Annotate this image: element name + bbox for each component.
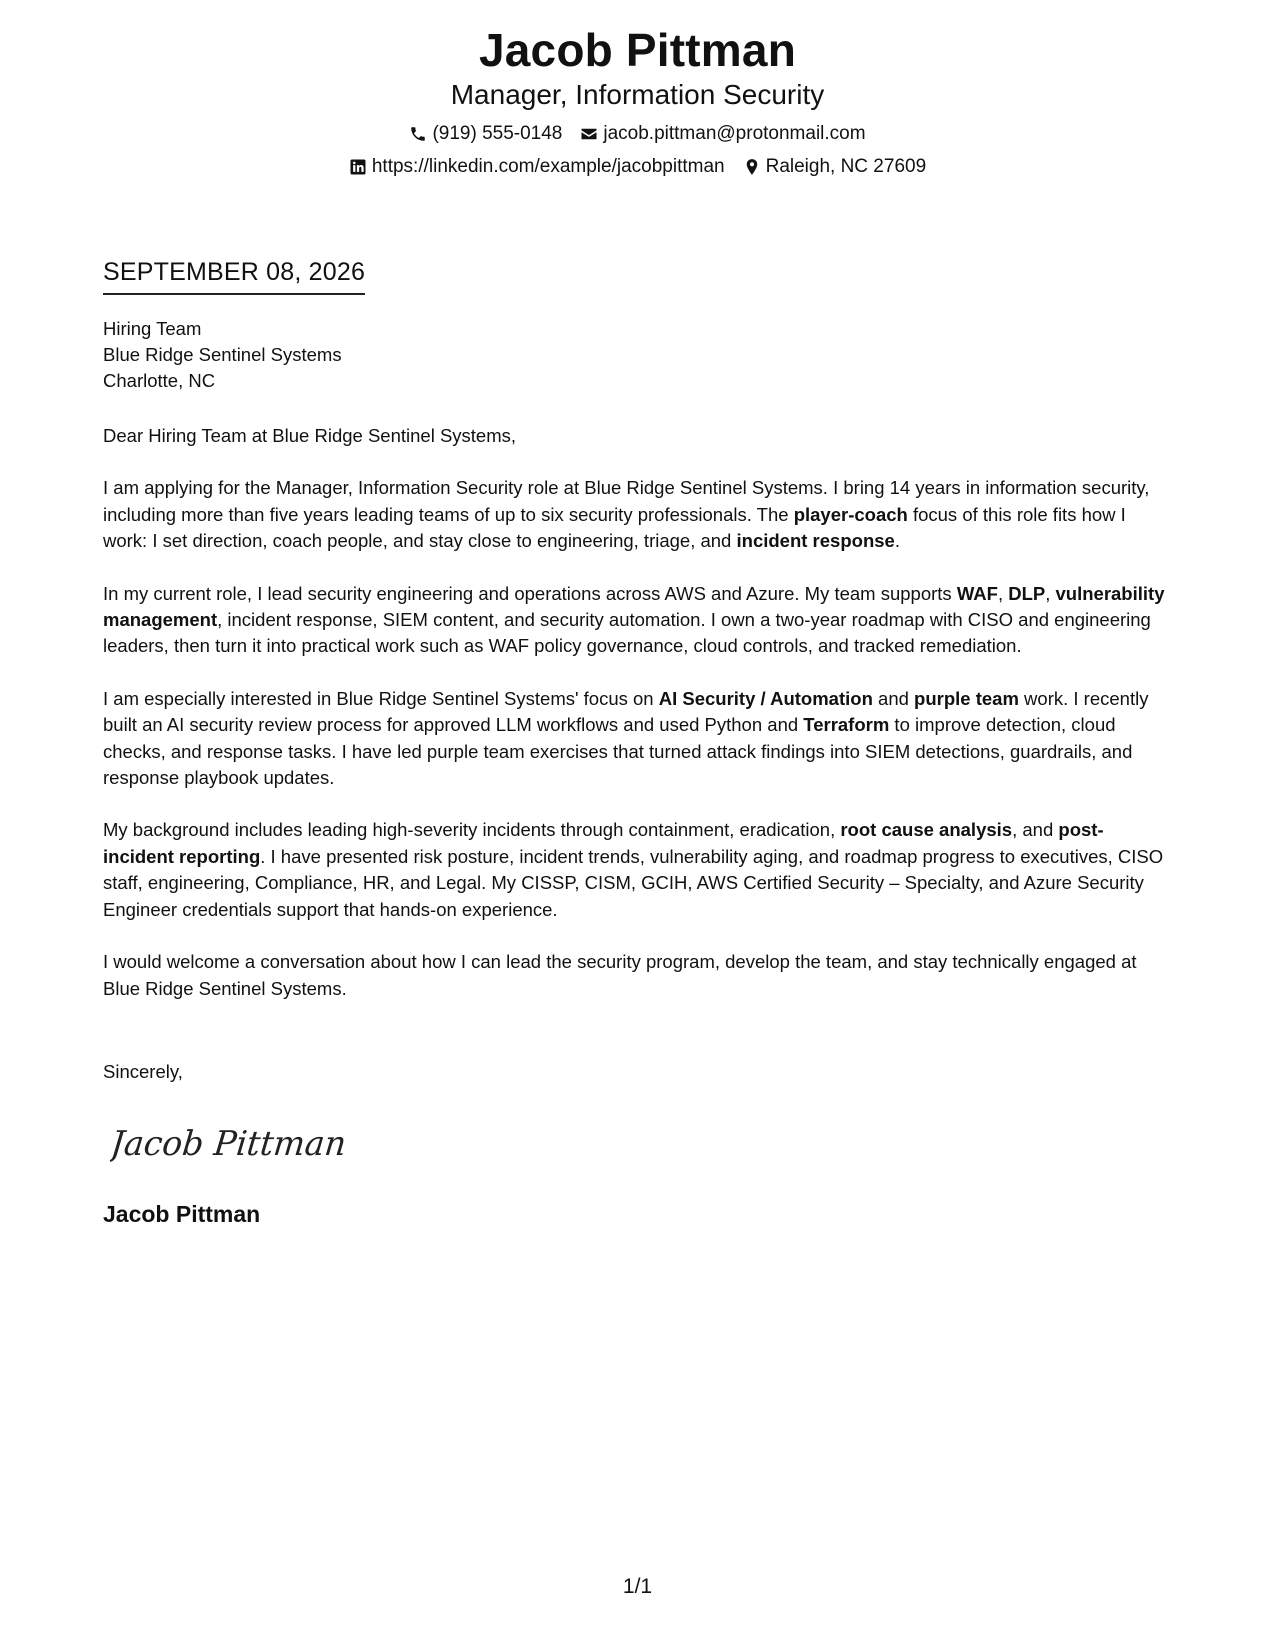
- recipient-address: [103, 316, 342, 394]
- svg-text:Jacob Pittman: Jacob Pittman: [110, 1124, 355, 1164]
- text-run: I am especially interested in Blue Ridge Sentinel Systems' focus on: [103, 687, 659, 709]
- text-run: and: [872, 687, 915, 709]
- location-text: Raleigh, NC 27609: [765, 156, 927, 177]
- applicant-name: Jacob Pittman: [478, 24, 796, 76]
- email-link[interactable]: jacob.pittman@protonmail.com: [603, 123, 866, 144]
- bold-keyword: purple team: [914, 687, 1019, 709]
- bold-keyword: AI Security / Automation: [658, 687, 873, 709]
- text-run: to improve detection, cloud checks, and response tasks. I have led purple team exercises that turned attack findings into SIEM detections, guardrails, and response playbook updates.: [103, 714, 1133, 789]
- paragraph-4: [103, 817, 1173, 923]
- page-number: 1/1: [622, 1575, 653, 1598]
- phone-icon: [409, 125, 427, 143]
- paragraph-5: [103, 949, 1173, 1002]
- text-run: I am applying for the Manager, Information Security role at Blue Ridge Sentinel Systems. I bring 14 years in information security, including more than five years leading teams of up to six security professionals. The: [103, 477, 1150, 525]
- text-run: , and: [1012, 819, 1059, 841]
- letter-header: [0, 22, 1275, 179]
- bold-keyword: player-coach: [793, 503, 908, 525]
- bold-keyword: vulnerability management: [103, 582, 1165, 631]
- bold-keyword: Terraform: [803, 714, 890, 736]
- paragraph-2: [103, 581, 1173, 660]
- applicant-title: Manager, Information Security: [450, 79, 825, 110]
- bold-keyword: post-incident reporting: [103, 819, 1104, 867]
- letter-body: [103, 423, 1173, 1028]
- linkedin-contact[interactable]: [349, 155, 725, 179]
- recipient-company: Blue Ridge Sentinel Systems: [103, 344, 342, 365]
- text-run: focus of this role fits how I work: I set direction, coach people, and stay close to engineering, triage, and: [103, 503, 1126, 552]
- text-run: . I have presented risk posture, incident trends, vulnerability aging, and roadmap progress to executives, CISO staff, engineering, Compliance, HR, and Legal. My CISSP, CISM, GCIH, AWS Certified Security – Specialty, and Azure Security Engineer credentials support that hands-on experience.: [103, 845, 1164, 920]
- email-contact[interactable]: [580, 122, 865, 146]
- linkedin-icon: [349, 158, 367, 176]
- bold-keyword: WAF: [956, 582, 998, 604]
- bold-keyword: root cause analysis: [840, 819, 1013, 841]
- handwritten-signature: [110, 1115, 360, 1170]
- phone-text: (919) 555-0148: [432, 123, 563, 144]
- paragraph-1: [103, 475, 1173, 554]
- contact-row-1: [0, 122, 1275, 146]
- location-contact: [743, 155, 927, 179]
- recipient-location: Charlotte, NC: [103, 370, 216, 391]
- linkedin-link[interactable]: https://linkedin.com/example/jacobpittman: [371, 156, 725, 177]
- bold-keyword: incident response: [736, 530, 895, 552]
- map-pin-icon: [743, 158, 761, 176]
- letter-date-block: [103, 257, 365, 295]
- text-run: ,: [1045, 582, 1056, 604]
- text-run: I would welcome a conversation about how I can lead the security program, develop the team, and stay technically engaged at Blue Ridge Sentinel Systems.: [103, 951, 1137, 999]
- salutation: Dear Hiring Team at Blue Ridge Sentinel Systems,: [103, 425, 517, 446]
- text-run: work. I recently built an AI security review process for approved LLM workflows and used Python and: [103, 687, 1149, 736]
- phone-contact: [409, 122, 562, 146]
- closing: Sincerely,: [103, 1061, 183, 1082]
- text-run: In my current role, I lead security engineering and operations across AWS and Azure. My team supports: [103, 582, 957, 604]
- paragraph-3: [103, 686, 1173, 792]
- text-run: My background includes leading high-severity incidents through containment, eradication,: [103, 819, 841, 841]
- bold-keyword: DLP: [1008, 582, 1046, 604]
- text-run: , incident response, SIEM content, and security automation. I own a two-year roadmap with CISO and engineering leaders, then turn it into practical work such as WAF policy governance, cloud controls, and tracked remediation.: [103, 609, 1151, 657]
- contact-row-2: [0, 155, 1275, 179]
- text-run: .: [894, 530, 900, 552]
- signer-name: Jacob Pittman: [103, 1201, 261, 1227]
- text-run: ,: [997, 582, 1009, 604]
- letter-date: SEPTEMBER 08, 2026: [103, 257, 365, 295]
- envelope-icon: [580, 125, 598, 143]
- recipient-line: Hiring Team: [103, 318, 202, 339]
